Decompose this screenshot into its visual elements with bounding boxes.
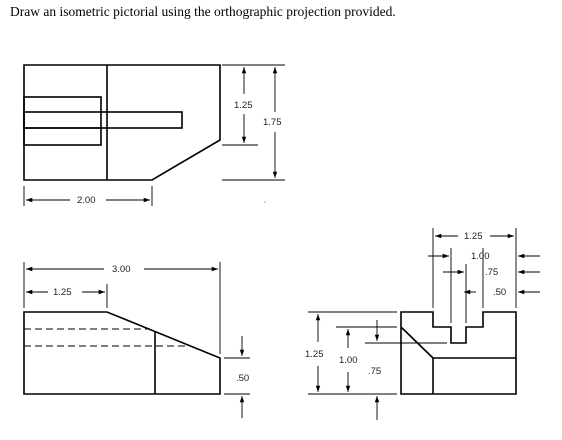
- top-view-slot-inner: [24, 112, 182, 128]
- dim-side-mid-height: 1.00: [339, 355, 358, 366]
- dim-side-notch-inner: .75: [485, 267, 499, 278]
- top-view-outline: [24, 65, 220, 180]
- dim-top-width: 2.00: [77, 195, 96, 206]
- dim-side-notch-outer: 1.00: [471, 251, 490, 262]
- dim-top-slot-depth: 1.25: [234, 100, 253, 111]
- front-view-hidden-lines: [24, 329, 190, 346]
- dim-side-width: 1.25: [464, 231, 483, 242]
- dim-side-height: 1.25: [305, 349, 324, 360]
- front-view: [24, 312, 220, 394]
- dim-front-lower-height: .50: [236, 373, 250, 384]
- top-view-dimensions: [24, 65, 285, 206]
- top-view: [24, 65, 220, 180]
- dim-side-notch-width: .50: [493, 287, 507, 298]
- front-view-outline: [24, 312, 220, 394]
- dim-front-length: 3.00: [112, 264, 131, 275]
- side-view-dimensions: [308, 228, 540, 420]
- right-side-view: [401, 312, 516, 394]
- top-view-slot-outer: [24, 97, 101, 145]
- side-view-outline: [401, 312, 516, 394]
- question-prompt: Draw an isometric pictorial using the orthographic projection provided.: [10, 4, 396, 19]
- dim-side-lower: .75: [368, 366, 382, 377]
- dim-front-step: 1.25: [53, 287, 72, 298]
- dim-top-depth: 1.75: [263, 117, 282, 128]
